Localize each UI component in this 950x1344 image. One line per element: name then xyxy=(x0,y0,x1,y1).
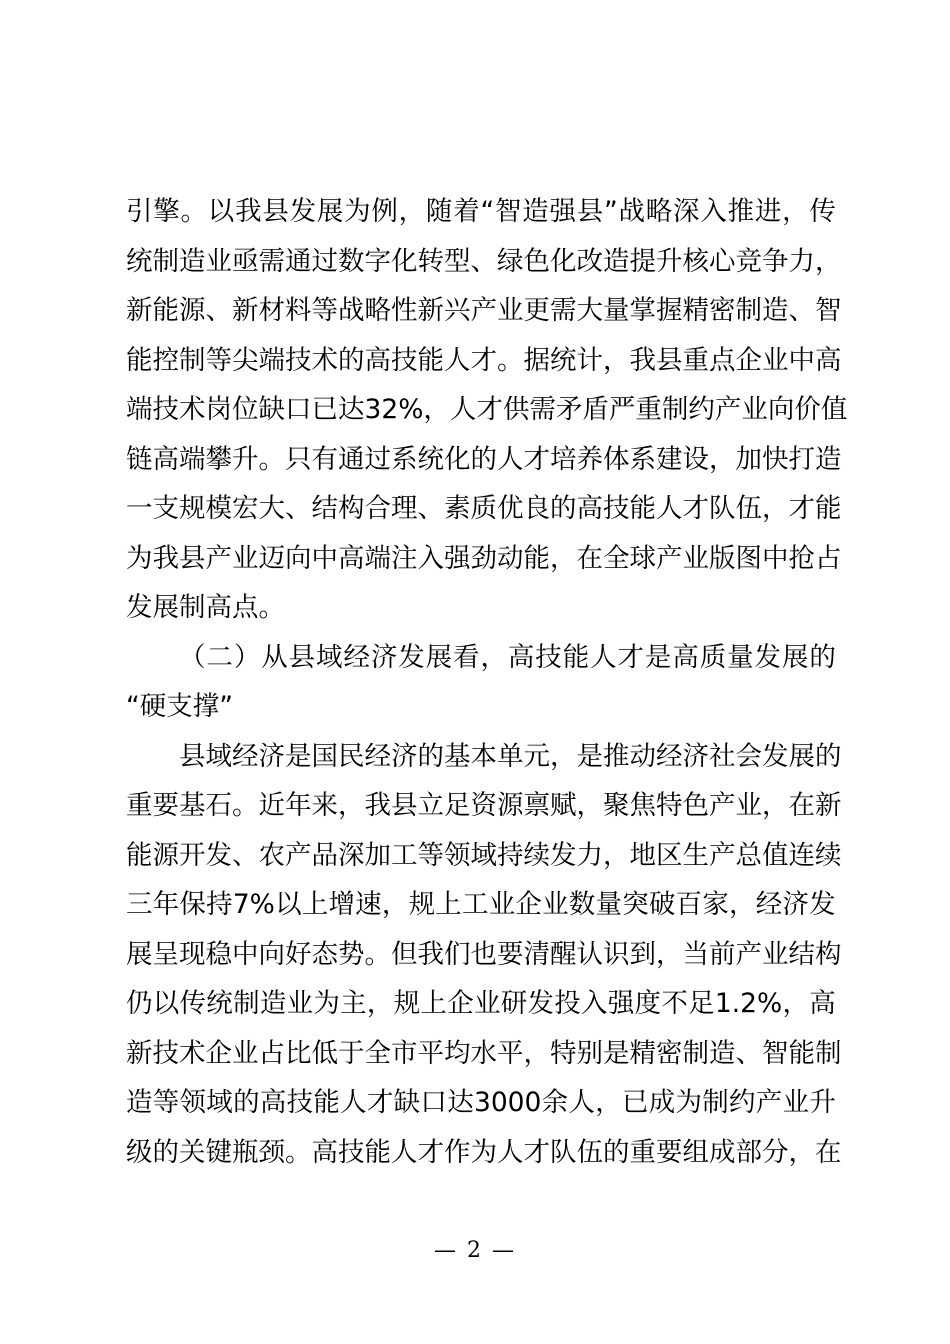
text-line: 能 源 开 发 、 农 产 品 深 加 工 等 领 域 持 续 发 力 ， 地 区 生 产 总 值 连 续 xyxy=(126,839,842,871)
text-line: 展 呈 现 稳 中 向 好 态 势 。 但 我 们 也 要 清 醒 认 识 到 ， 当 前 产 业 结 构 xyxy=(126,938,842,970)
text-line: 仍 以 传 统 制 造 业 为 主 ， 规 上 企 业 研 发 投 入 强 度 不 足 1.2% ， 高 xyxy=(126,988,836,1019)
page-number: — 2 — xyxy=(434,1238,516,1263)
text-line: 统 制 造 业 亟 需 通 过 数 字 化 转 型 、 绿 色 化 改 造 提 升 核 心 竞 争 力 ， xyxy=(126,245,842,277)
text-line: 为 我 县 产 业 迈 向 中 高 端 注 入 强 劲 动 能 ， 在 全 球 产 业 版 图 中 抢 占 xyxy=(126,542,842,574)
text-line: 三 年 保 持 7% 以 上 增 速 ， 规 上 工 业 企 业 数 量 突 破 百 家 ， 经 济 发 xyxy=(126,889,836,920)
text-line: 造 等 领 域 的 高 技 能 人 才 缺 口 达 3000 余 人 ， 已 成 为 制 约 产 业 升 xyxy=(126,1087,836,1118)
body-text xyxy=(126,187,848,1177)
text-line: 链 高 端 攀 升 。 只 有 通 过 系 统 化 的 人 才 培 养 体 系 建 设 ， 加 快 打 造 xyxy=(126,443,842,475)
text-line: 新 能 源 、 新 材 料 等 战 略 性 新 兴 产 业 更 需 大 量 掌 握 精 密 制 造 、 智 xyxy=(126,295,842,326)
text-line: 重 要 基 石 。 近 年 来 ， 我 县 立 足 资 源 禀 赋 ， 聚 焦 特 色 产 业 ， 在 新 xyxy=(126,790,842,821)
text-line: 新 技 术 企 业 占 比 低 于 全 市 平 均 水 平 ， 特 别 是 精 密 制 造 、 智 能 制 xyxy=(126,1037,842,1069)
text-line: 县 域 经 济 是 国 民 经 济 的 基 本 单 元 ， 是 推 动 经 济 社 会 发 展 的 xyxy=(179,740,842,772)
text-line: （ 二 ） 从 县 域 经 济 发 展 看 ， 高 技 能 人 才 是 高 质 量 发 展 的 xyxy=(179,641,836,673)
text-line: “硬支撑” xyxy=(126,691,233,722)
text-line: 端 技 术 岗 位 缺 口 已 达 32% ， 人 才 供 需 矛 盾 严 重 制 约 产 业 向 价 值 xyxy=(126,394,848,425)
text-line: 引 擎 。 以 我 县 发 展 为 例 ， 随 着 “ 智 造 强 县 ” 战 略 深 入 推 进 ， 传 xyxy=(126,196,836,227)
text-line: 发展制高点。 xyxy=(126,592,285,623)
text-line: 级 的 关 键 瓶 颈 。 高 技 能 人 才 作 为 人 才 队 伍 的 重 要 组 成 部 分 ， 在 xyxy=(126,1136,842,1168)
text-line: 一 支 规 模 宏 大 、 结 构 合 理 、 素 质 优 良 的 高 技 能 人 才 队 伍 ， 才 能 xyxy=(126,493,842,524)
text-line: 能 控 制 等 尖 端 技 术 的 高 技 能 人 才 。 据 统 计 ， 我 县 重 点 企 业 中 高 xyxy=(126,344,842,376)
